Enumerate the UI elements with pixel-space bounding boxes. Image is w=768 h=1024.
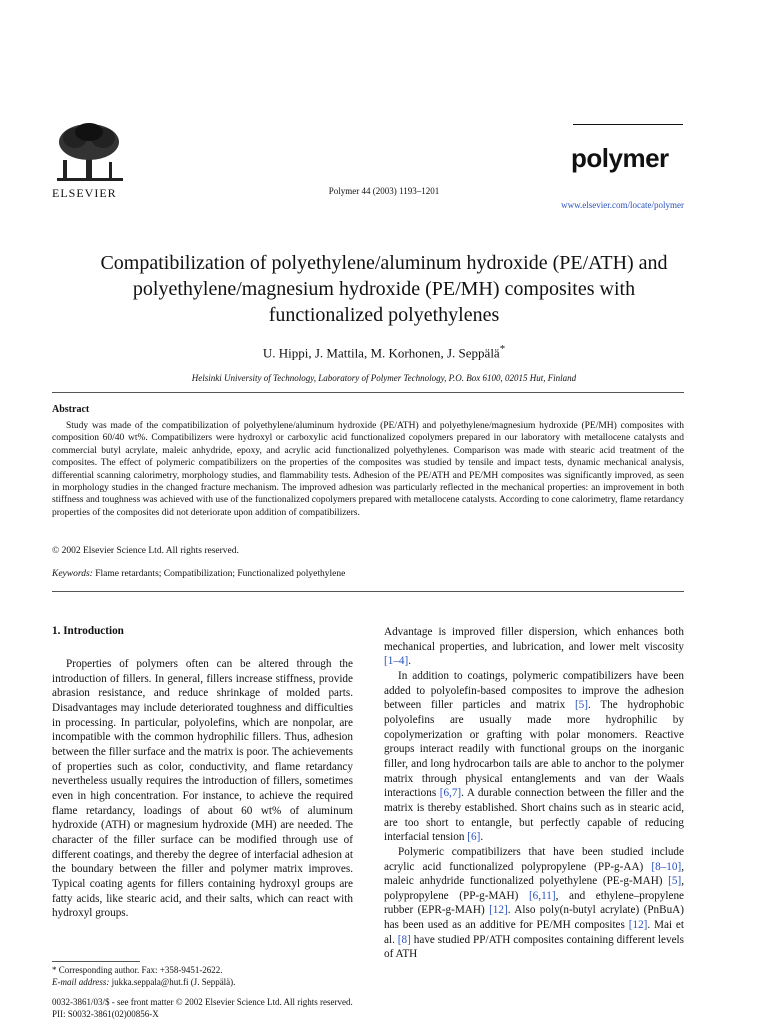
elsevier-tree-logo: [53, 122, 127, 184]
citation-link[interactable]: [5]: [574, 699, 588, 712]
journal-logo-rule: [573, 124, 683, 125]
publisher-name: ELSEVIER: [52, 186, 117, 200]
title-line-1: Compatibilization of polyethylene/aluminum hydroxide (PE/ATH) and: [100, 252, 668, 274]
left-column: [52, 657, 353, 921]
abstract-text: Study was made of the compatibilization of polyethylene/aluminum hydroxide (PE/ATH) and polyethylene/magnesium hydroxide (PE/MH) composites with composition 60/40 wt%. Compatibilizers were hydroxyl or carboxylic acid functionalized copolymers prepared in our laboratory with metallocene catalysts and commercial butyl acrylate, maleic anhydride, epoxy, and acrylic acid functionalized polyethylenes. Comparison was made with stearic acid treatment of the composites. The effect of polymeric compatibilizers on the properties of the composites was studied by tensile and impact tests, dynamic mechanical analysis, differential scanning calorimetry, morphology studies, and flammability tests. Adhesion of the PE/ATH and PE/MH composites was significantly improved, as seen in morphology studies in the changed fracture mechanism. The improved adhesion was particularly reflected in the mechanical properties: an improvement in both stiffness and toughness was achieved with use of the functionalized copolymers prepared with metallocene catalysts. According to cone calorimetry, flame retardancy properties of the composites did not deteriorate upon addition of compatibilizers.: [52, 421, 684, 518]
bottom-notice: [52, 996, 353, 1020]
paragraph: Properties of polymers often can be altered through the introduction of fillers. In general, fillers increase stiffness, provide abrasion resistance, and reduce shrinkage of molded parts. Disadvantages may include deteriorated toughness and difficulties in processing. In particular, polyolefins, which are nonpolar, are incompatible with the common hydrophilic fillers. Thus, adhesion between the filler surface and the matrix is poor. The achievements of properties such as color, conductivity, and flame retardancy nevertheless usually requires the introduction of fillers, sometimes even in high concentration. For instance, to achieve the required flame retardancy, loadings of about 60 wt% of aluminum hydroxide (ATH) or magnesium hydroxide (MH) are needed. The character of the filler surface can be modified through use of different coatings, and thereby the degree of interfacial adhesion at the boundary between the filler and polymer matrix improves. Typical coating agents for fillers containing hydroxyl groups are fatty acids, like stearic acid, and their salts, which can react with hydroxyl groups.: [52, 658, 353, 920]
keywords: [52, 569, 345, 579]
citation-link[interactable]: [6,7]: [439, 787, 462, 800]
citation-link[interactable]: [1–4]: [384, 655, 409, 668]
paragraph: Polymeric compatibilizers that have been studied include acrylic acid functionalized polypropylene (PP-g-AA) [8–10], maleic anhydride functionalized polyethylene (PE-g-MAH) [5], polypropylene (PP-g-MAH) [6,11], and ethylene–propylene rubber (EPR-g-MAH) [12]. Also poly(n-butyl acrylate) (PnBuA) has been used as an additive for PE/MH composites [12]. Mai et al. [8] have studied PP/ATH composites containing different levels of ATH: [384, 845, 685, 961]
paragraph: Advantage is improved filler dispersion, which enhances both mechanical properties, and lubrication, and lower melt viscosity [1–4].: [384, 626, 684, 668]
section-heading-introduction: 1. Introduction: [52, 625, 124, 637]
abstract-copyright: © 2002 Elsevier Science Ltd. All rights reserved.: [52, 546, 239, 556]
corresponding-author: * Corresponding author. Fax: +358-9451-2622.: [52, 965, 223, 975]
keywords-label: Keywords:: [52, 569, 93, 579]
citation-link[interactable]: [6,11]: [528, 889, 556, 902]
citation-link[interactable]: [6]: [467, 831, 481, 844]
pii-line: PII: S0032-3861(02)00856-X: [52, 1009, 159, 1019]
footnote-rule: [52, 961, 140, 962]
keywords-text: Flame retardants; Compatibilization; Functionalized polyethylene: [95, 569, 346, 579]
divider: [52, 392, 684, 393]
abstract-heading: Abstract: [52, 404, 90, 415]
footnote: [52, 965, 235, 988]
email-label: E-mail address:: [52, 976, 110, 987]
author-list: [0, 343, 768, 361]
issn-line: 0032-3861/03/$ - see front matter © 2002 Elsevier Science Ltd. All rights reserved.: [52, 997, 353, 1007]
title-line-3: functionalized polyethylenes: [268, 304, 500, 326]
email-address[interactable]: jukka.seppala@hut.fi (J. Seppälä).: [111, 976, 236, 987]
journal-logo: polymer: [571, 143, 669, 173]
citation-link[interactable]: [12]: [628, 919, 648, 932]
authors-text: U. Hippi, J. Mattila, M. Korhonen, J. Seppälä: [262, 345, 500, 361]
citation-link[interactable]: [12]: [489, 904, 508, 917]
email-line: [52, 977, 235, 989]
right-column: [384, 625, 684, 962]
affiliation: Helsinki University of Technology, Laboratory of Polymer Technology, P.O. Box 6100, 02015 Hut, Finland: [191, 373, 577, 383]
paragraph: In addition to coatings, polymeric compatibilizers have been added to polyolefin-based composites to improve the adhesion between filler particles and matrix [5]. The hydrophobic polyolefins are usually made more hydrophilic by copolymerization or grafting with polar monomers. Reactive groups interact readily with functional groups on the inorganic filler, and long hydrocarbon tails are able to anchor to the polymer matrix through physical entanglements and van der Waals interactions [6,7]. A durable connection between the filler and the matrix is thereby established. Short chains such as in stearic acid, are too short to entangle, but perfectly capable of reducing interfacial tension [6].: [384, 669, 684, 844]
citation-link[interactable]: [8]: [397, 933, 411, 946]
journal-url-link[interactable]: www.elsevier.com/locate/polymer: [561, 200, 684, 210]
corresponding-mark[interactable]: *: [499, 343, 506, 355]
citation-link[interactable]: [5]: [668, 875, 682, 888]
article-title: [50, 250, 718, 328]
citation-link[interactable]: [8–10]: [651, 860, 682, 873]
journal-reference: Polymer 44 (2003) 1193–1201: [328, 186, 440, 196]
title-line-2: polyethylene/magnesium hydroxide (PE/MH) composites with: [132, 278, 636, 300]
divider: [52, 591, 684, 592]
